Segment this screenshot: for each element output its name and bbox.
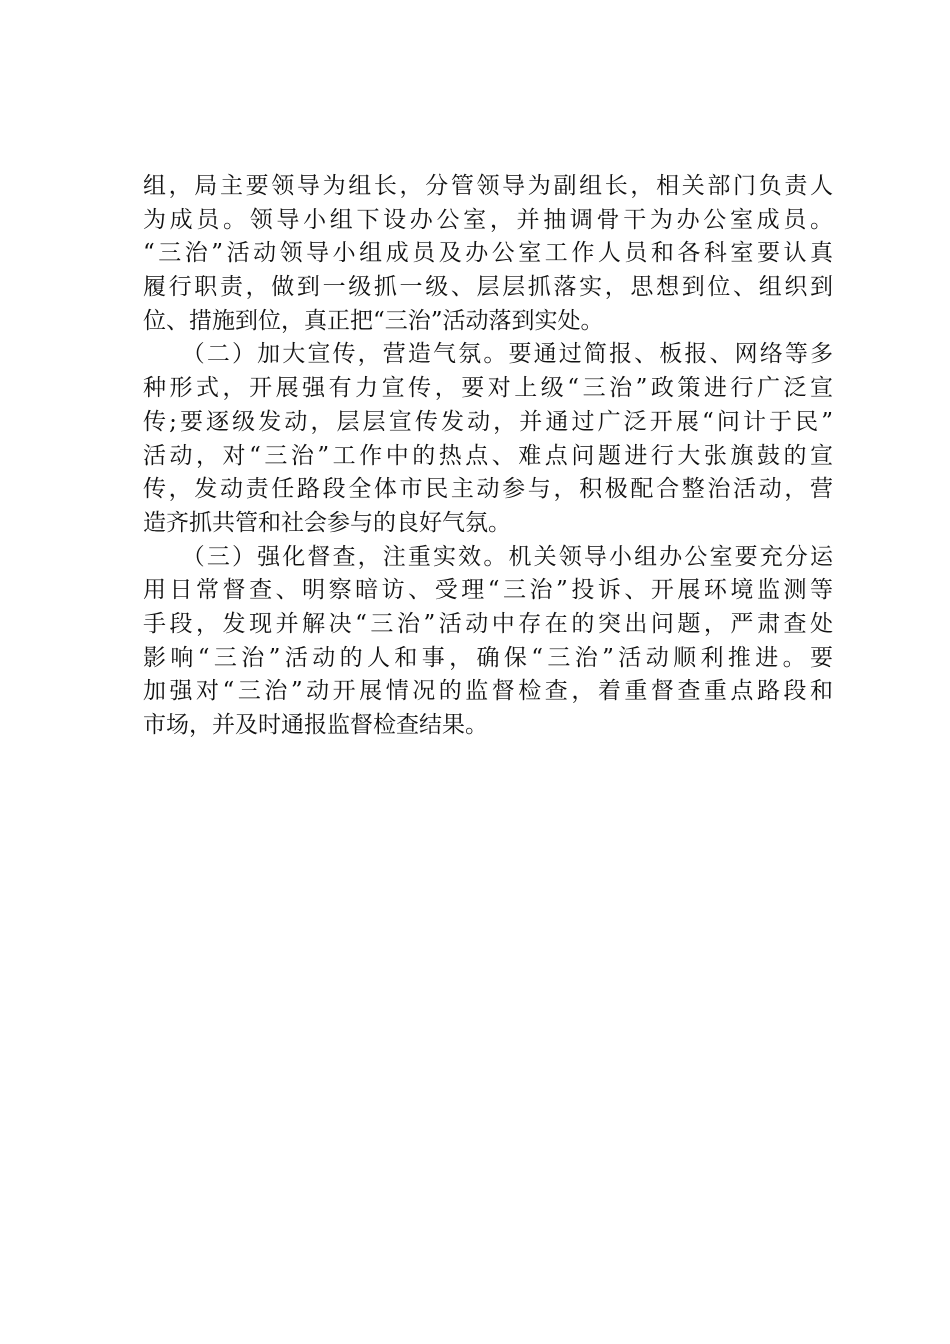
text-line: （二）加大宣传，营造气氛。要通过简报、板报、网络等多 (143, 341, 833, 368)
text-line: 传，发动责任路段全体市民主动参与，积极配合整治活动，营 (143, 476, 833, 503)
text-line: 影响“三治”活动的人和事，确保“三治”活动顺利推进。要 (143, 644, 833, 671)
text-line: 组，局主要领导为组长，分管领导为副组长，相关部门负责人 (143, 173, 833, 199)
text-line: 造齐抓共管和社会参与的良好气氛。 (143, 509, 511, 536)
text-line: （三）强化督查，注重实效。机关领导小组办公室要充分运 (143, 543, 833, 570)
text-line: 市场，并及时通报监督检查结果。 (143, 712, 488, 738)
text-line: 加强对“三治”动开展情况的监督检查，着重督查重点路段和 (143, 678, 833, 705)
text-line: 活动，对“三治”工作中的热点、难点问题进行大张旗鼓的宣 (143, 442, 833, 469)
text-line: 履行职责，做到一级抓一级、层层抓落实，思想到位、组织到 (143, 274, 833, 301)
text-line: 手段，发现并解决“三治”活动中存在的突出问题，严肃查处 (143, 610, 833, 637)
document-body (143, 170, 833, 743)
text-line: 用日常督查、明察暗访、受理“三治”投诉、开展环境监测等 (143, 577, 833, 604)
text-line: 位、措施到位，真正把“三治”活动落到实处。 (143, 307, 604, 334)
text-line: “三治”活动领导小组成员及办公室工作人员和各科室要认真 (143, 240, 833, 267)
text-line: 种形式，开展强有力宣传，要对上级“三治”政策进行广泛宣 (143, 375, 833, 402)
text-line: 传;要逐级发动，层层宣传发动，并通过广泛开展“问计于民” (143, 408, 833, 435)
text-line: 为成员。领导小组下设办公室，并抽调骨干为办公室成员。 (143, 206, 833, 233)
